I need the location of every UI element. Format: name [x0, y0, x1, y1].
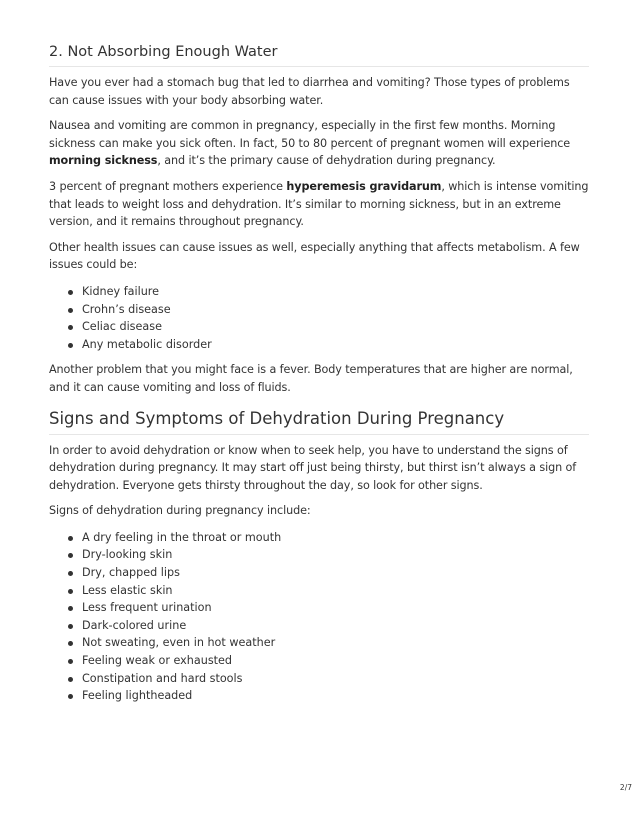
text: 3 percent of pregnant mothers experience	[49, 179, 287, 193]
list-item: Kidney failure	[82, 283, 589, 301]
list-item: Less frequent urination	[82, 599, 589, 617]
bold-term-hyperemesis-gravidarum: hyperemesis gravidarum	[286, 179, 442, 193]
list-item: Constipation and hard stools	[82, 670, 589, 688]
paragraph: Other health issues can cause issues as well, especially anything that affects metabolism. A few issues could be:	[49, 240, 580, 272]
list-item: Feeling lightheaded	[82, 687, 589, 705]
paragraph-hyperemesis	[49, 178, 589, 231]
paragraph: Signs of dehydration during pregnancy include:	[49, 504, 311, 518]
section-heading-not-absorbing-water: 2. Not Absorbing Enough Water	[49, 41, 589, 67]
list-item: Not sweating, even in hot weather	[82, 634, 589, 652]
list-item: Crohn’s disease	[82, 301, 589, 319]
list-item: Any metabolic disorder	[82, 336, 589, 354]
list-item: Dry, chapped lips	[82, 564, 589, 582]
list-item: Celiac disease	[82, 318, 589, 336]
text: Nausea and vomiting are common in pregnancy, especially in the first few months. Morning sickness can make you sick often. In fact, 50 to 80 percent of pregnant women will experience	[49, 119, 571, 150]
paragraph: In order to avoid dehydration or know when to seek help, you have to understand the signs of dehydration during pregnancy. It may start off just being thirsty, but thirst isn’t always a sign of dehydration. Everyone gets thirsty throughout the day, so look for other signs.	[49, 443, 577, 492]
list-item: Feeling weak or exhausted	[82, 652, 589, 670]
paragraph: Have you ever had a stomach bug that led to diarrhea and vomiting? Those types of problems can cause issues with your body absorbing water.	[49, 76, 570, 107]
section-heading-signs-symptoms: Signs and Symptoms of Dehydration During Pregnancy	[49, 407, 589, 435]
page-number: 2/7	[619, 783, 632, 792]
bold-term-morning-sickness: morning sickness	[49, 154, 158, 168]
paragraph: Another problem that you might face is a fever. Body temperatures that are higher are normal, and it can cause vomiting and loss of fluids.	[49, 363, 573, 394]
paragraph-morning-sickness	[49, 117, 589, 170]
health-issues-list	[49, 283, 589, 353]
text: , and it’s the primary cause of dehydration during pregnancy.	[157, 154, 496, 168]
list-item: Less elastic skin	[82, 582, 589, 600]
text: , which is intense vomiting that leads to weight loss and dehydration. It’s similar to morning sickness, but in an extreme version, and it remains throughout pregnancy.	[49, 179, 589, 229]
dehydration-signs-list	[49, 529, 589, 705]
list-item: A dry feeling in the throat or mouth	[82, 529, 589, 547]
list-item: Dry-looking skin	[82, 546, 589, 564]
list-item: Dark-colored urine	[82, 617, 589, 635]
article-content	[49, 41, 589, 705]
